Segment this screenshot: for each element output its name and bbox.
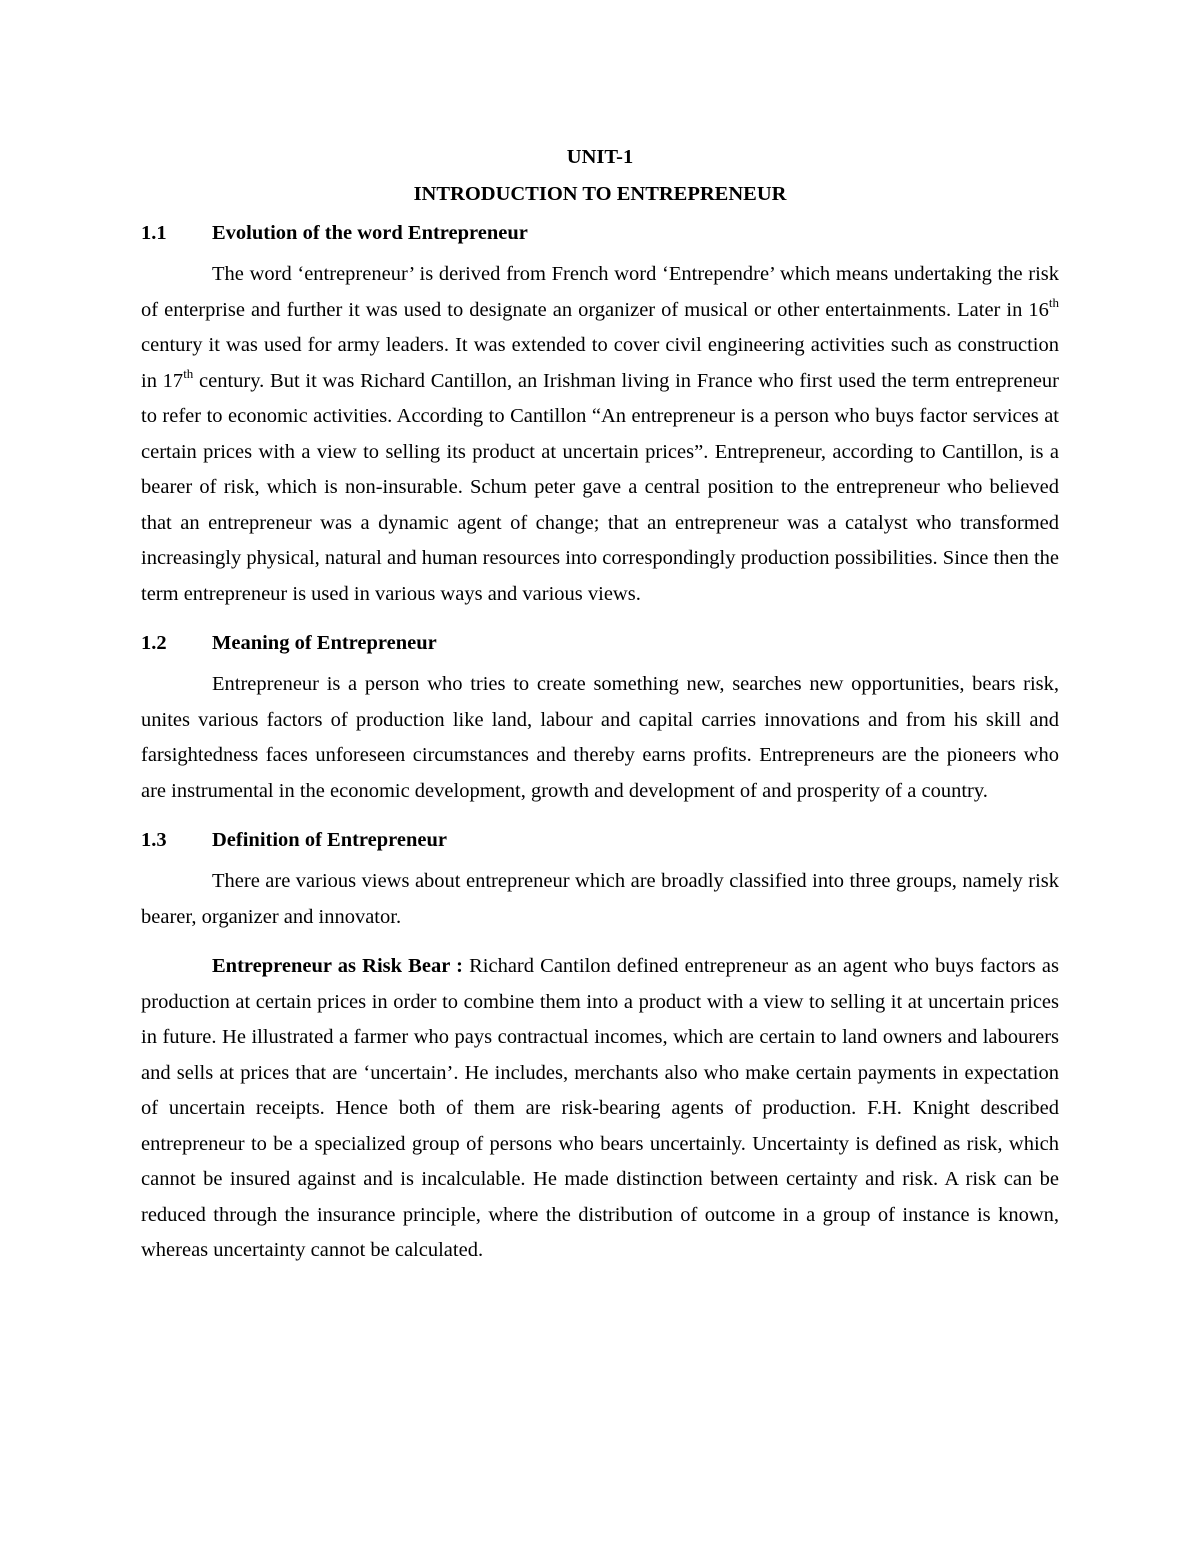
paragraph-text: The word ‘entrepreneur’ is derived from French word ‘Entrependre’ which means undertaking the risk of enterprise and further it was used to designate an organizer of musical or other entertainments. Later in 16 [141, 263, 1059, 321]
paragraph-text: Richard Cantilon defined entrepreneur as an agent who buys factors as production at certain prices in order to combine them into a product with a view to selling it at uncertain prices in future. He illustrated a farmer who pays contractual incomes, which are certain to land owners and labourers and sells at prices that are ‘uncertain’. He includes, merchants also who make certain payments in expectation of uncertain receipts. Hence both of them are risk-bearing agents of production. F.H. Knight described entrepreneur to be a specialized group of persons who bears uncertainly. Uncertainty is defined as risk, which cannot be insured against and is incalculable. He made distinction between certainty and risk. A risk can be reduced through the insurance principle, where the distribution of outcome in a group of instance is known, whereas uncertainty cannot be calculated. [141, 955, 1059, 1261]
section-title: Meaning of Entrepreneur [212, 632, 437, 654]
superscript-th: th [1048, 294, 1059, 310]
section-number: 1.1 [141, 222, 167, 244]
section-title: Definition of Entrepreneur [212, 829, 447, 851]
main-title: INTRODUCTION TO ENTREPRENEUR [413, 183, 787, 205]
superscript-th: th [183, 365, 194, 381]
section-heading-1-2 [141, 626, 1059, 661]
section-title: Evolution of the word Entrepreneur [212, 222, 528, 244]
paragraph-definition-intro: There are various views about entrepreneur which are broadly classified into three groups, namely risk bearer, organizer and innovator. [141, 870, 1059, 928]
paragraph-lead: Entrepreneur as Risk Bear : [212, 955, 463, 977]
unit-title: UNIT-1 [566, 146, 634, 168]
document-page [141, 140, 1059, 1283]
section-heading-1-3 [141, 823, 1059, 858]
paragraph-risk-bearer [141, 949, 1059, 1269]
paragraph-text: century. But it was Richard Cantillon, an Irishman living in France who first used the term entrepreneur to refer to economic activities. According to Cantillon “An entrepreneur is a person who buys factor services at certain prices with a view to selling its product at uncertain prices”. Entrepreneur, according to Cantillon, is a bearer of risk, which is non-insurable. Schum peter gave a central position to the entrepreneur who believed that an entrepreneur was a dynamic agent of change; that an entrepreneur was a catalyst who transformed increasingly physical, natural and human resources into correspondingly production possibilities. Since then the term entrepreneur is used in various ways and various views. [141, 369, 1060, 605]
section-heading-1-1 [141, 216, 1059, 251]
paragraph-evolution [141, 257, 1059, 612]
paragraph-meaning: Entrepreneur is a person who tries to create something new, searches new opportunities, bears risk, unites various factors of production like land, labour and capital carries innovations and from his skill and farsightedness faces unforeseen circumstances and thereby earns profits. Entrepreneurs are the pioneers who are instrumental in the economic development, growth and development of and prosperity of a country. [141, 673, 1059, 802]
paragraph-text: century it was used for army leaders. It was extended to cover civil engineering activities such as construction in 17 [141, 334, 1059, 392]
section-number: 1.2 [141, 632, 167, 654]
section-number: 1.3 [141, 829, 167, 851]
